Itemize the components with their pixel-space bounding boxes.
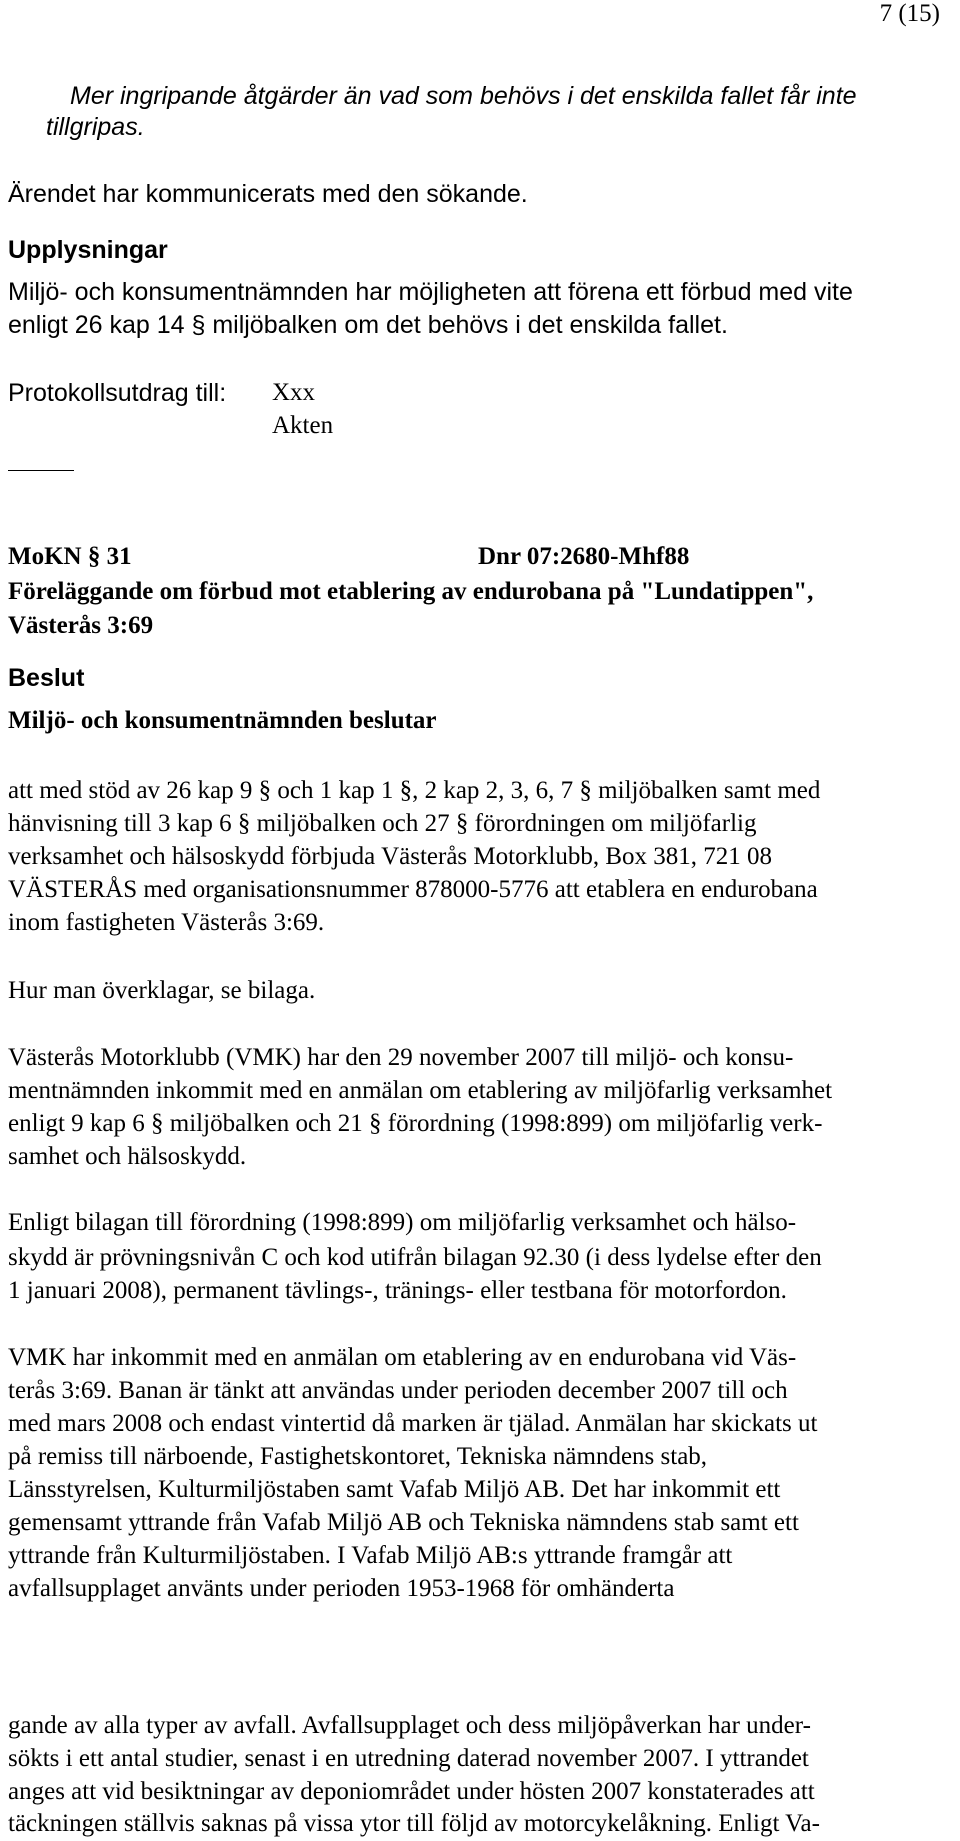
p5-line-7: yttrande från Kulturmiljöstaben. I Vafab Miljö AB:s yttrande framgår att	[8, 1542, 733, 1569]
p3-line-1: Västerås Motorklubb (VMK) har den 29 november 2007 till miljö- och konsu-	[8, 1044, 794, 1071]
protokoll-recipient-1: Xxx	[272, 379, 316, 406]
p5-line-2: terås 3:69. Banan är tänkt att användas under perioden december 2007 till och	[8, 1377, 788, 1404]
communicated-text: Ärendet har kommunicerats med den sökande.	[8, 180, 528, 208]
p1-line-2: hänvisning till 3 kap 6 § miljöbalken och 27 § förordningen om miljöfarlig	[8, 810, 757, 837]
p3-line-2: mentnämnden inkommit med en anmälan om etablering av miljöfarlig verksamhet	[8, 1077, 833, 1104]
p4-line-3: 1 januari 2008), permanent tävlings-, tränings- eller testbana för motorfordon.	[8, 1277, 787, 1304]
p6-line-3: anges att vid besiktningar av deponiområdet under hösten 2007 konstaterades att	[8, 1778, 815, 1805]
p6-line-4: täckningen ställvis saknas på vissa ytor till följd av motorcykelåkning. Enligt Va-	[8, 1810, 820, 1837]
beslut-heading: Beslut	[8, 664, 85, 692]
protokoll-label: Protokollsutdrag till:	[8, 379, 227, 407]
case-dnr: Dnr 07:2680-Mhf88	[478, 543, 690, 570]
p6-line-1: gande av alla typer av avfall. Avfallsupplaget och dess miljöpåverkan har under-	[8, 1712, 811, 1739]
intro-italic-line-2: tillgripas.	[46, 113, 145, 141]
p5-line-4: på remiss till närboende, Fastighetskontoret, Tekniska nämndens stab,	[8, 1443, 708, 1470]
p4-line-2: skydd är prövningsnivån C och kod utifrån bilagan 92.30 (i dess lydelse efter den	[8, 1244, 822, 1271]
p5-line-6: gemensamt yttrande från Vafab Miljö AB och Tekniska nämndens stab samt ett	[8, 1509, 799, 1536]
p3-line-4: samhet och hälsoskydd.	[8, 1143, 247, 1170]
p1-line-1: att med stöd av 26 kap 9 § och 1 kap 1 §, 2 kap 2, 3, 6, 7 § miljöbalken samt med	[8, 777, 821, 804]
case-section: MoKN § 31	[8, 543, 132, 570]
separator-rule	[8, 470, 74, 471]
beslut-subheading: Miljö- och konsumentnämnden beslutar	[8, 707, 437, 734]
p1-line-3: verksamhet och hälsoskydd förbjuda Västerås Motorklubb, Box 381, 721 08	[8, 843, 773, 870]
p3-line-3: enligt 9 kap 6 § miljöbalken och 21 § förordning (1998:899) om miljöfarlig verk-	[8, 1110, 823, 1137]
p5-line-8: avfallsupplaget använts under perioden 1953-1968 för omhänderta	[8, 1575, 675, 1602]
intro-italic-line-1: Mer ingripande åtgärder än vad som behövs i det enskilda fallet får inte	[70, 82, 857, 110]
protokoll-recipient-2: Akten	[272, 412, 334, 439]
upplysningar-line-1: Miljö- och konsumentnämnden har möjligheten att förena ett förbud med vite	[8, 278, 853, 306]
page-number: 7 (15)	[879, 0, 940, 27]
upplysningar-heading: Upplysningar	[8, 236, 168, 264]
case-title-line-2: Västerås 3:69	[8, 612, 154, 639]
p5-line-5: Länsstyrelsen, Kulturmiljöstaben samt Vafab Miljö AB. Det har inkommit ett	[8, 1476, 781, 1503]
p4-line-1: Enligt bilagan till förordning (1998:899) om miljöfarlig verksamhet och hälso-	[8, 1209, 797, 1236]
case-title-line-1: Föreläggande om förbud mot etablering av endurobana på "Lundatippen",	[8, 578, 814, 605]
p5-line-3: med mars 2008 och endast vintertid då marken är tjälad. Anmälan har skickats ut	[8, 1410, 818, 1437]
p2-line-1: Hur man överklagar, se bilaga.	[8, 977, 316, 1004]
upplysningar-line-2: enligt 26 kap 14 § miljöbalken om det behövs i det enskilda fallet.	[8, 311, 728, 339]
p1-line-5: inom fastigheten Västerås 3:69.	[8, 909, 325, 936]
p5-line-1: VMK har inkommit med en anmälan om etablering av en endurobana vid Väs-	[8, 1344, 797, 1371]
p1-line-4: VÄSTERÅS med organisationsnummer 878000-5776 att etablera en endurobana	[8, 876, 818, 903]
p6-line-2: sökts i ett antal studier, senast i en utredning daterad november 2007. I yttrandet	[8, 1745, 809, 1772]
